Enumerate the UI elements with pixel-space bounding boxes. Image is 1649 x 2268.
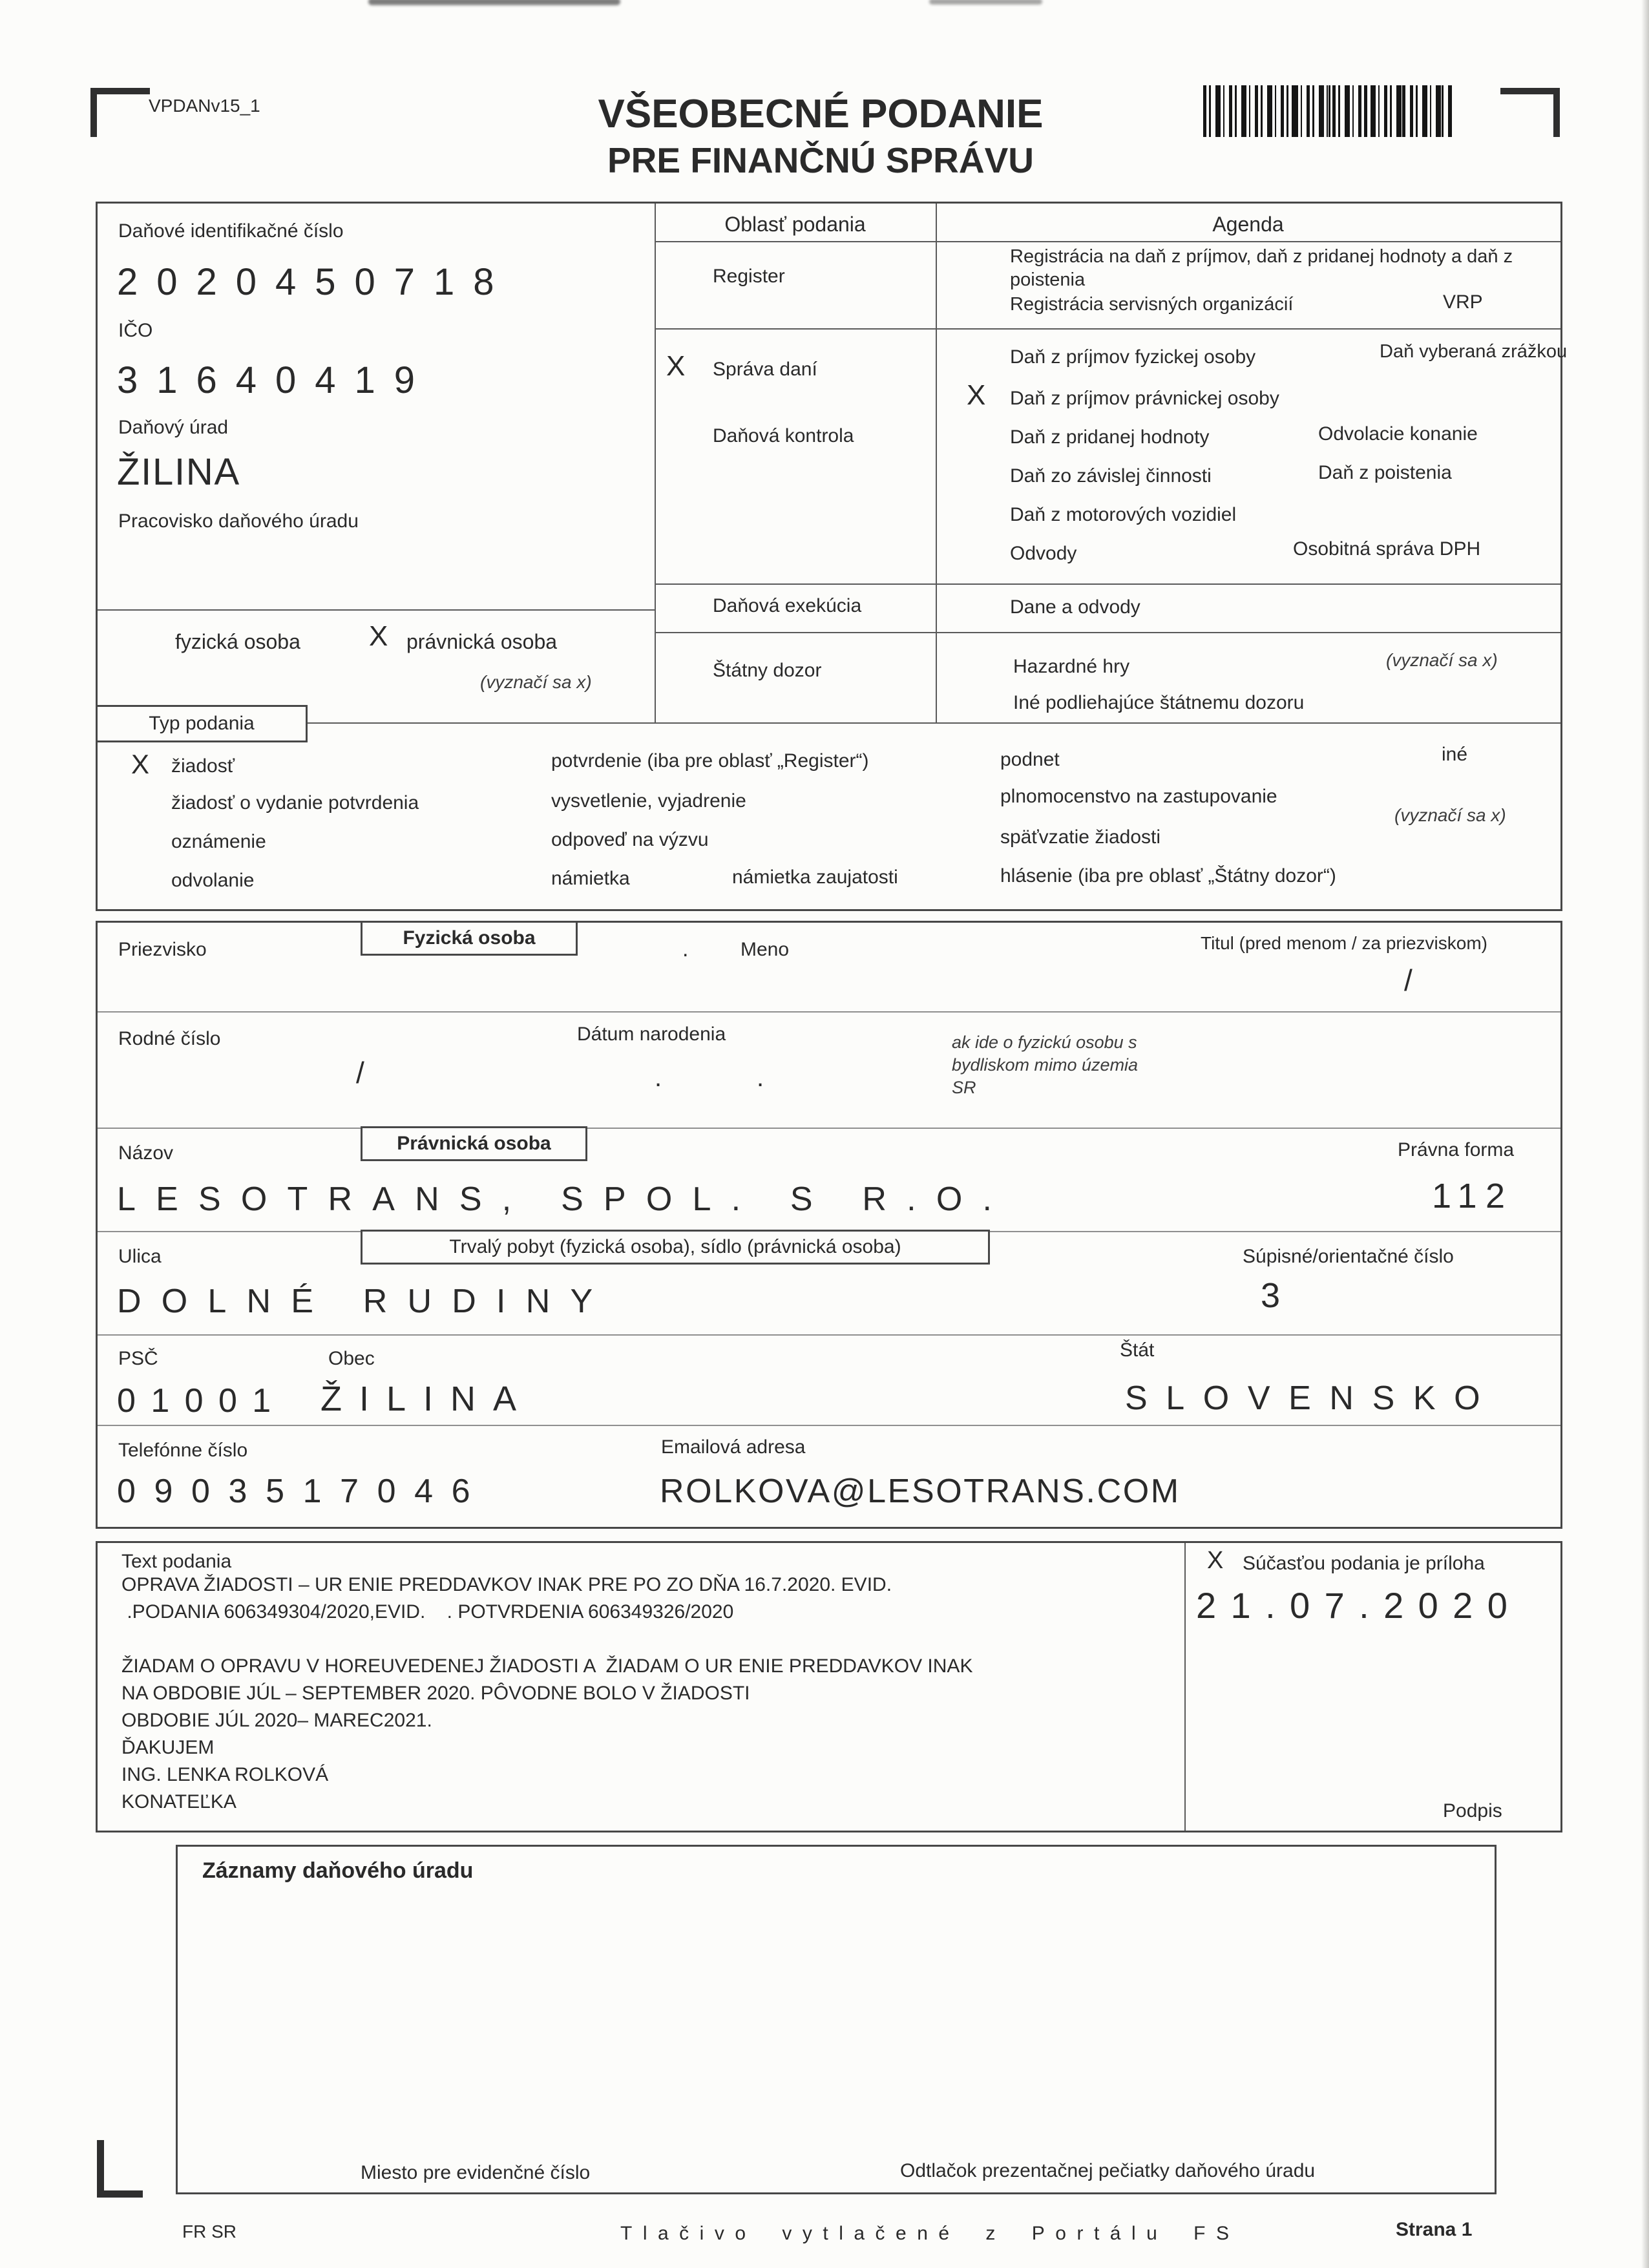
workplace-label: Pracovisko daňového úradu bbox=[118, 510, 359, 532]
agenda-odvody: Odvody bbox=[1010, 543, 1077, 564]
fo-note: ak ide o fyzickú osobu s bydliskom mimo územia SR bbox=[952, 1033, 1139, 1098]
typ-odpoved: odpoveď na výzvu bbox=[551, 829, 709, 850]
oblast-statny-dozor: Štátny dozor bbox=[713, 660, 822, 681]
mark-note: (vyznačí sa x) bbox=[480, 672, 592, 692]
crop-mark-top-right bbox=[1500, 88, 1560, 137]
nazov-value: LESOTRANS, SPOL. S R.O. bbox=[117, 1181, 1013, 1218]
date-dot: . bbox=[655, 1064, 662, 1092]
text-line: NA OBDOBIE JÚL – SEPTEMBER 2020. PÔVODNE BOLO V ŽIADOSTI bbox=[121, 1683, 750, 1704]
psc-value: 01001 bbox=[117, 1382, 286, 1420]
pravnicka-osoba-checkmark: X bbox=[369, 620, 388, 652]
section-zaznamy bbox=[176, 1845, 1497, 2194]
pravnicka-osoba-box-label: Právnická osoba bbox=[397, 1133, 551, 1154]
divider bbox=[98, 609, 655, 611]
typ-oznamenie: oznámenie bbox=[171, 831, 266, 852]
supisne-cislo-label: Súpisné/orientačné číslo bbox=[1243, 1246, 1454, 1267]
podpis-label: Podpis bbox=[1443, 1800, 1502, 1822]
obec-label: Obec bbox=[328, 1348, 375, 1369]
typ-mark-note: (vyznačí sa x) bbox=[1394, 805, 1506, 825]
oblast-sprava-dani: Správa daní bbox=[713, 359, 817, 380]
text-line: ŽIADAM O OPRAVU V HOREUVEDENEJ ŽIADOSTI A ŽIADAM O UR ENIE PREDDAVKOV INAK bbox=[121, 1655, 973, 1677]
date-dot: . bbox=[757, 1064, 764, 1092]
email-value: ROLKOVA@LESOTRANS.COM bbox=[660, 1473, 1181, 1510]
telefon-value: 0903517046 bbox=[117, 1473, 489, 1510]
divider bbox=[98, 1128, 1560, 1129]
scan-artifact bbox=[929, 0, 1042, 5]
titul-value: / bbox=[1404, 963, 1413, 997]
footer-org: FR SR bbox=[182, 2221, 236, 2242]
agenda-dan-fo: Daň z príjmov fyzickej osoby bbox=[1010, 346, 1256, 368]
agenda-registracia: Registrácia na daň z príjmov, daň z pridanej hodnoty a daň z poistenia bbox=[1010, 246, 1513, 291]
nazov-label: Názov bbox=[118, 1142, 174, 1164]
typ-namietka: námietka bbox=[551, 868, 630, 889]
supisne-cislo-value: 3 bbox=[1261, 1276, 1281, 1315]
typ-plnomocenstvo: plnomocenstvo na zastupovanie bbox=[1000, 786, 1277, 807]
typ-ziadost: žiadosť bbox=[171, 755, 235, 777]
footer-page-number: Strana 1 bbox=[1396, 2219, 1473, 2240]
oblast-danova-kontrola: Daňová kontrola bbox=[713, 425, 854, 446]
agenda-ine-dozor: Iné podliehajúce štátnemu dozoru bbox=[1013, 692, 1305, 713]
typ-ziadost-potvrdenie: žiadosť o vydanie potvrdenia bbox=[171, 792, 419, 814]
titul-label: Titul (pred menom / za priezviskom) bbox=[1201, 933, 1487, 953]
zaznamy-header: Záznamy daňového úradu bbox=[202, 1858, 474, 1883]
telefon-label: Telefónne číslo bbox=[118, 1440, 248, 1461]
stat-value: SLOVENSKO bbox=[1125, 1380, 1499, 1417]
typ-podania-tab bbox=[96, 705, 308, 742]
pravna-forma-value: 112 bbox=[1432, 1177, 1514, 1215]
footer-printed-note: Tlačivo vytlačené z Portálu FS bbox=[620, 2223, 1240, 2244]
fyzicka-osoba-box-label: Fyzická osoba bbox=[403, 927, 536, 949]
text-line: ĎAKUJEM bbox=[121, 1737, 215, 1758]
oblast-header: Oblasť podania bbox=[724, 213, 866, 236]
text-podania-body bbox=[121, 1574, 1162, 1818]
obec-value: ŽILINA bbox=[320, 1380, 534, 1418]
divider bbox=[936, 204, 937, 722]
oblast-register: Register bbox=[713, 266, 785, 287]
divider bbox=[655, 204, 656, 722]
section-text-podania bbox=[96, 1541, 1562, 1832]
agenda-dan-po: Daň z príjmov právnickej osoby bbox=[1010, 388, 1279, 409]
priloha-label: Súčasťou podania je príloha bbox=[1243, 1553, 1485, 1574]
divider bbox=[655, 632, 1560, 633]
fyzicka-osoba-box bbox=[361, 921, 578, 956]
ziadost-checkmark: X bbox=[131, 749, 150, 779]
text-line: OBDOBIE JÚL 2020– MAREC2021. bbox=[121, 1710, 432, 1731]
sidlo-box-label: Trvalý pobyt (fyzická osoba), sídlo (právnická osoba) bbox=[449, 1236, 901, 1257]
ulica-label: Ulica bbox=[118, 1246, 162, 1267]
agenda-dane-odvody: Dane a odvody bbox=[1010, 596, 1140, 618]
hazard-mark-note: (vyznačí sa x) bbox=[1386, 650, 1498, 670]
barcode bbox=[1203, 85, 1452, 137]
text-line: .PODANIA 606349304/2020,EVID. . POTVRDENIA 606349326/2020 bbox=[121, 1601, 734, 1622]
date-value: 21.07.2020 bbox=[1196, 1585, 1522, 1626]
pravna-forma-label: Právna forma bbox=[1398, 1139, 1515, 1160]
stat-label: Štát bbox=[1120, 1339, 1155, 1361]
rodne-cislo-value: / bbox=[356, 1056, 364, 1089]
fyzicka-osoba-label: fyzická osoba bbox=[175, 630, 300, 653]
typ-odvolanie: odvolanie bbox=[171, 870, 255, 891]
crop-mark-top-left bbox=[90, 88, 150, 137]
text-line bbox=[121, 1628, 1162, 1655]
text-line: ING. LENKA ROLKOVÁ bbox=[121, 1764, 329, 1785]
agenda-hazard: Hazardné hry bbox=[1013, 656, 1130, 677]
divider bbox=[1184, 1543, 1186, 1831]
ico-label: IČO bbox=[118, 320, 153, 341]
typ-podnet: podnet bbox=[1000, 749, 1060, 770]
meno-label: Meno bbox=[740, 939, 790, 960]
divider bbox=[98, 1334, 1560, 1336]
divider bbox=[655, 583, 1560, 585]
divider bbox=[655, 241, 1560, 242]
text-line: OPRAVA ŽIADOSTI – UR ENIE PREDDAVKOV INAK PRE PO ZO DŇA 16.7.2020. EVID. bbox=[121, 1574, 892, 1595]
dic-label: Daňové identifikačné číslo bbox=[118, 220, 344, 242]
agenda-poistenie: Daň z poistenia bbox=[1318, 462, 1452, 483]
miesto-evidencne-label: Miesto pre evidenčné číslo bbox=[361, 2162, 591, 2183]
tax-office-label: Daňový úrad bbox=[118, 417, 229, 438]
typ-potvrdenie: potvrdenie (iba pre oblasť „Register“) bbox=[551, 750, 869, 772]
agenda-header: Agenda bbox=[1212, 213, 1284, 236]
pravnicka-osoba-box bbox=[361, 1126, 587, 1161]
dan-po-checkmark: X bbox=[967, 379, 986, 411]
agenda-vrp: VRP bbox=[1443, 291, 1483, 313]
typ-spatvzatie: späťvzatie žiadosti bbox=[1000, 826, 1161, 848]
form-title-line2: PRE FINANČNÚ SPRÁVU bbox=[607, 140, 1035, 180]
divider bbox=[98, 722, 1560, 724]
divider bbox=[98, 1425, 1560, 1426]
agenda-osobitna-dph: Osobitná správa DPH bbox=[1293, 538, 1481, 560]
psc-label: PSČ bbox=[118, 1348, 158, 1369]
typ-hlasenie: hlásenie (iba pre oblasť „Štátny dozor“) bbox=[1000, 865, 1336, 887]
agenda-dph: Daň z pridanej hodnoty bbox=[1010, 426, 1210, 448]
pravnicka-osoba-label: právnická osoba bbox=[406, 630, 558, 653]
scan-artifact bbox=[368, 0, 620, 5]
tax-office-value: ŽILINA bbox=[117, 451, 240, 493]
ico-value: 31640419 bbox=[117, 359, 434, 401]
priezvisko-label: Priezvisko bbox=[118, 939, 207, 960]
typ-namietka-zaujatosti: námietka zaujatosti bbox=[732, 866, 898, 888]
datum-narodenia-label: Dátum narodenia bbox=[577, 1024, 726, 1045]
form-version-code: VPDANv15_1 bbox=[149, 96, 260, 116]
scan-edge bbox=[1641, 0, 1649, 2268]
separator-dot: . bbox=[682, 937, 689, 961]
form-title-line1: VŠEOBECNÉ PODANIE bbox=[598, 92, 1044, 136]
email-label: Emailová adresa bbox=[661, 1436, 806, 1458]
typ-ine: iné bbox=[1442, 744, 1468, 765]
divider bbox=[98, 1011, 1560, 1013]
agenda-zavisla: Daň zo závislej činnosti bbox=[1010, 465, 1212, 487]
rodne-cislo-label: Rodné číslo bbox=[118, 1028, 221, 1049]
odtlacok-peciatky-label: Odtlačok prezentačnej pečiatky daňového úradu bbox=[900, 2160, 1316, 2181]
dic-value: 2020450718 bbox=[117, 261, 513, 303]
sidlo-box bbox=[361, 1230, 990, 1265]
section-identification bbox=[96, 202, 1568, 911]
agenda-odvolacie: Odvolacie konanie bbox=[1318, 423, 1478, 445]
crop-mark-bottom-left bbox=[97, 2140, 143, 2198]
ulica-value: DOLNÉ RUDINY bbox=[117, 1283, 613, 1320]
section-person bbox=[96, 921, 1562, 1529]
divider bbox=[655, 328, 1560, 330]
agenda-dan-zrazka: Daň vyberaná zrážkou bbox=[1380, 341, 1568, 362]
oblast-danova-exekucia: Daňová exekúcia bbox=[713, 595, 862, 616]
typ-vysvetlenie: vysvetlenie, vyjadrenie bbox=[551, 790, 746, 812]
typ-podania-tab-label: Typ podania bbox=[149, 713, 255, 734]
agenda-motorove: Daň z motorových vozidiel bbox=[1010, 504, 1237, 525]
text-podania-label: Text podania bbox=[121, 1551, 232, 1572]
text-line: KONATEĽKA bbox=[121, 1791, 236, 1812]
agenda-registracia-serv: Registrácia servisných organizácií bbox=[1010, 294, 1294, 315]
priloha-checkmark: X bbox=[1207, 1547, 1224, 1574]
sprava-dani-checkmark: X bbox=[666, 350, 686, 382]
